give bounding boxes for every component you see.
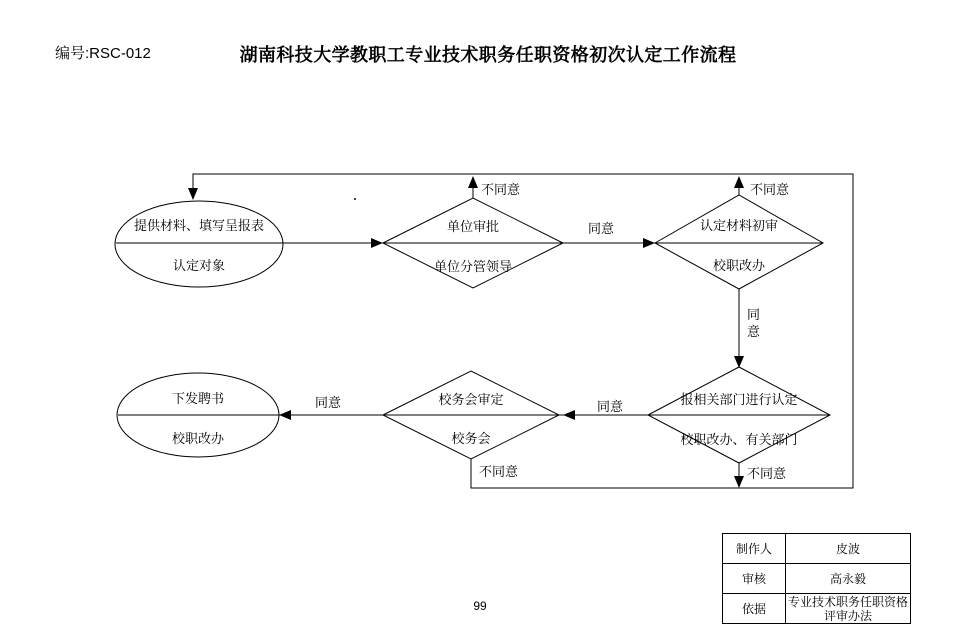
arrow-agree-down-into-dept-confirm <box>734 356 744 368</box>
arrow-unit-approval-reject-up <box>468 176 478 188</box>
unit-approval-action-label: 单位审批 <box>446 219 499 234</box>
dept-confirm-actor-label: 校职改办、有关部门 <box>680 432 798 447</box>
initial-review-action-label: 认定材料初审 <box>699 218 778 233</box>
applicant-actor-label: 认定对象 <box>172 258 225 273</box>
arrow-into-initial-review <box>643 238 655 248</box>
info-table-value: 高永毅 <box>786 564 911 594</box>
page-number: 99 <box>473 599 487 613</box>
council-review-action-label: 校务会审定 <box>438 392 504 407</box>
edge-label-disagree-initial-review: 不同意 <box>750 182 790 197</box>
arrow-into-issue-letter <box>279 410 291 420</box>
edge-label-agree-top-row: 同意 <box>588 221 615 236</box>
edge-label-disagree-council-review: 不同意 <box>479 464 519 479</box>
edge-label-agree-vertical: 同意 <box>746 307 760 339</box>
table-row <box>723 534 911 564</box>
page-title: 湖南科技大学教职工专业技术职务任职资格初次认定工作流程 <box>239 45 737 65</box>
edge-label-agree-bottom-right: 同意 <box>597 399 624 414</box>
arrow-into-unit-approval <box>371 238 383 248</box>
info-table-label: 审核 <box>723 564 786 594</box>
info-table-value: 专业技术职务任职资格评审办法 <box>786 594 911 624</box>
table-row <box>723 564 911 594</box>
arrow-into-applicant <box>188 188 198 200</box>
arrow-dept-confirm-reject-down <box>734 476 744 488</box>
stray-dot <box>354 198 356 200</box>
initial-review-node-shape <box>655 195 823 289</box>
issue-letter-action-label: 下发聘书 <box>171 391 224 406</box>
doc-number: 编号:RSC-012 <box>55 45 151 62</box>
applicant-action-label: 提供材料、填写呈报表 <box>133 218 264 233</box>
dept-confirm-action-label: 报相关部门进行认定 <box>680 392 798 407</box>
edge-label-disagree-unit-approval: 不同意 <box>481 182 521 197</box>
info-table-label: 依据 <box>723 594 786 624</box>
info-table <box>722 533 911 624</box>
issue-letter-actor-label: 校职改办 <box>171 431 224 446</box>
council-review-actor-label: 校务会 <box>451 431 491 446</box>
edge-label-disagree-dept-confirm: 不同意 <box>747 466 787 481</box>
initial-review-actor-label: 校职改办 <box>712 258 765 273</box>
arrow-into-council-review <box>563 410 575 420</box>
applicant-node-shape <box>115 201 283 287</box>
edge-label-agree-bottom-left: 同意 <box>315 395 342 410</box>
info-table-value: 皮波 <box>786 534 911 564</box>
table-row <box>723 594 911 624</box>
unit-approval-actor-label: 单位分管领导 <box>433 259 512 274</box>
info-table-label: 制作人 <box>723 534 786 564</box>
arrow-initial-review-reject-up <box>734 176 744 188</box>
